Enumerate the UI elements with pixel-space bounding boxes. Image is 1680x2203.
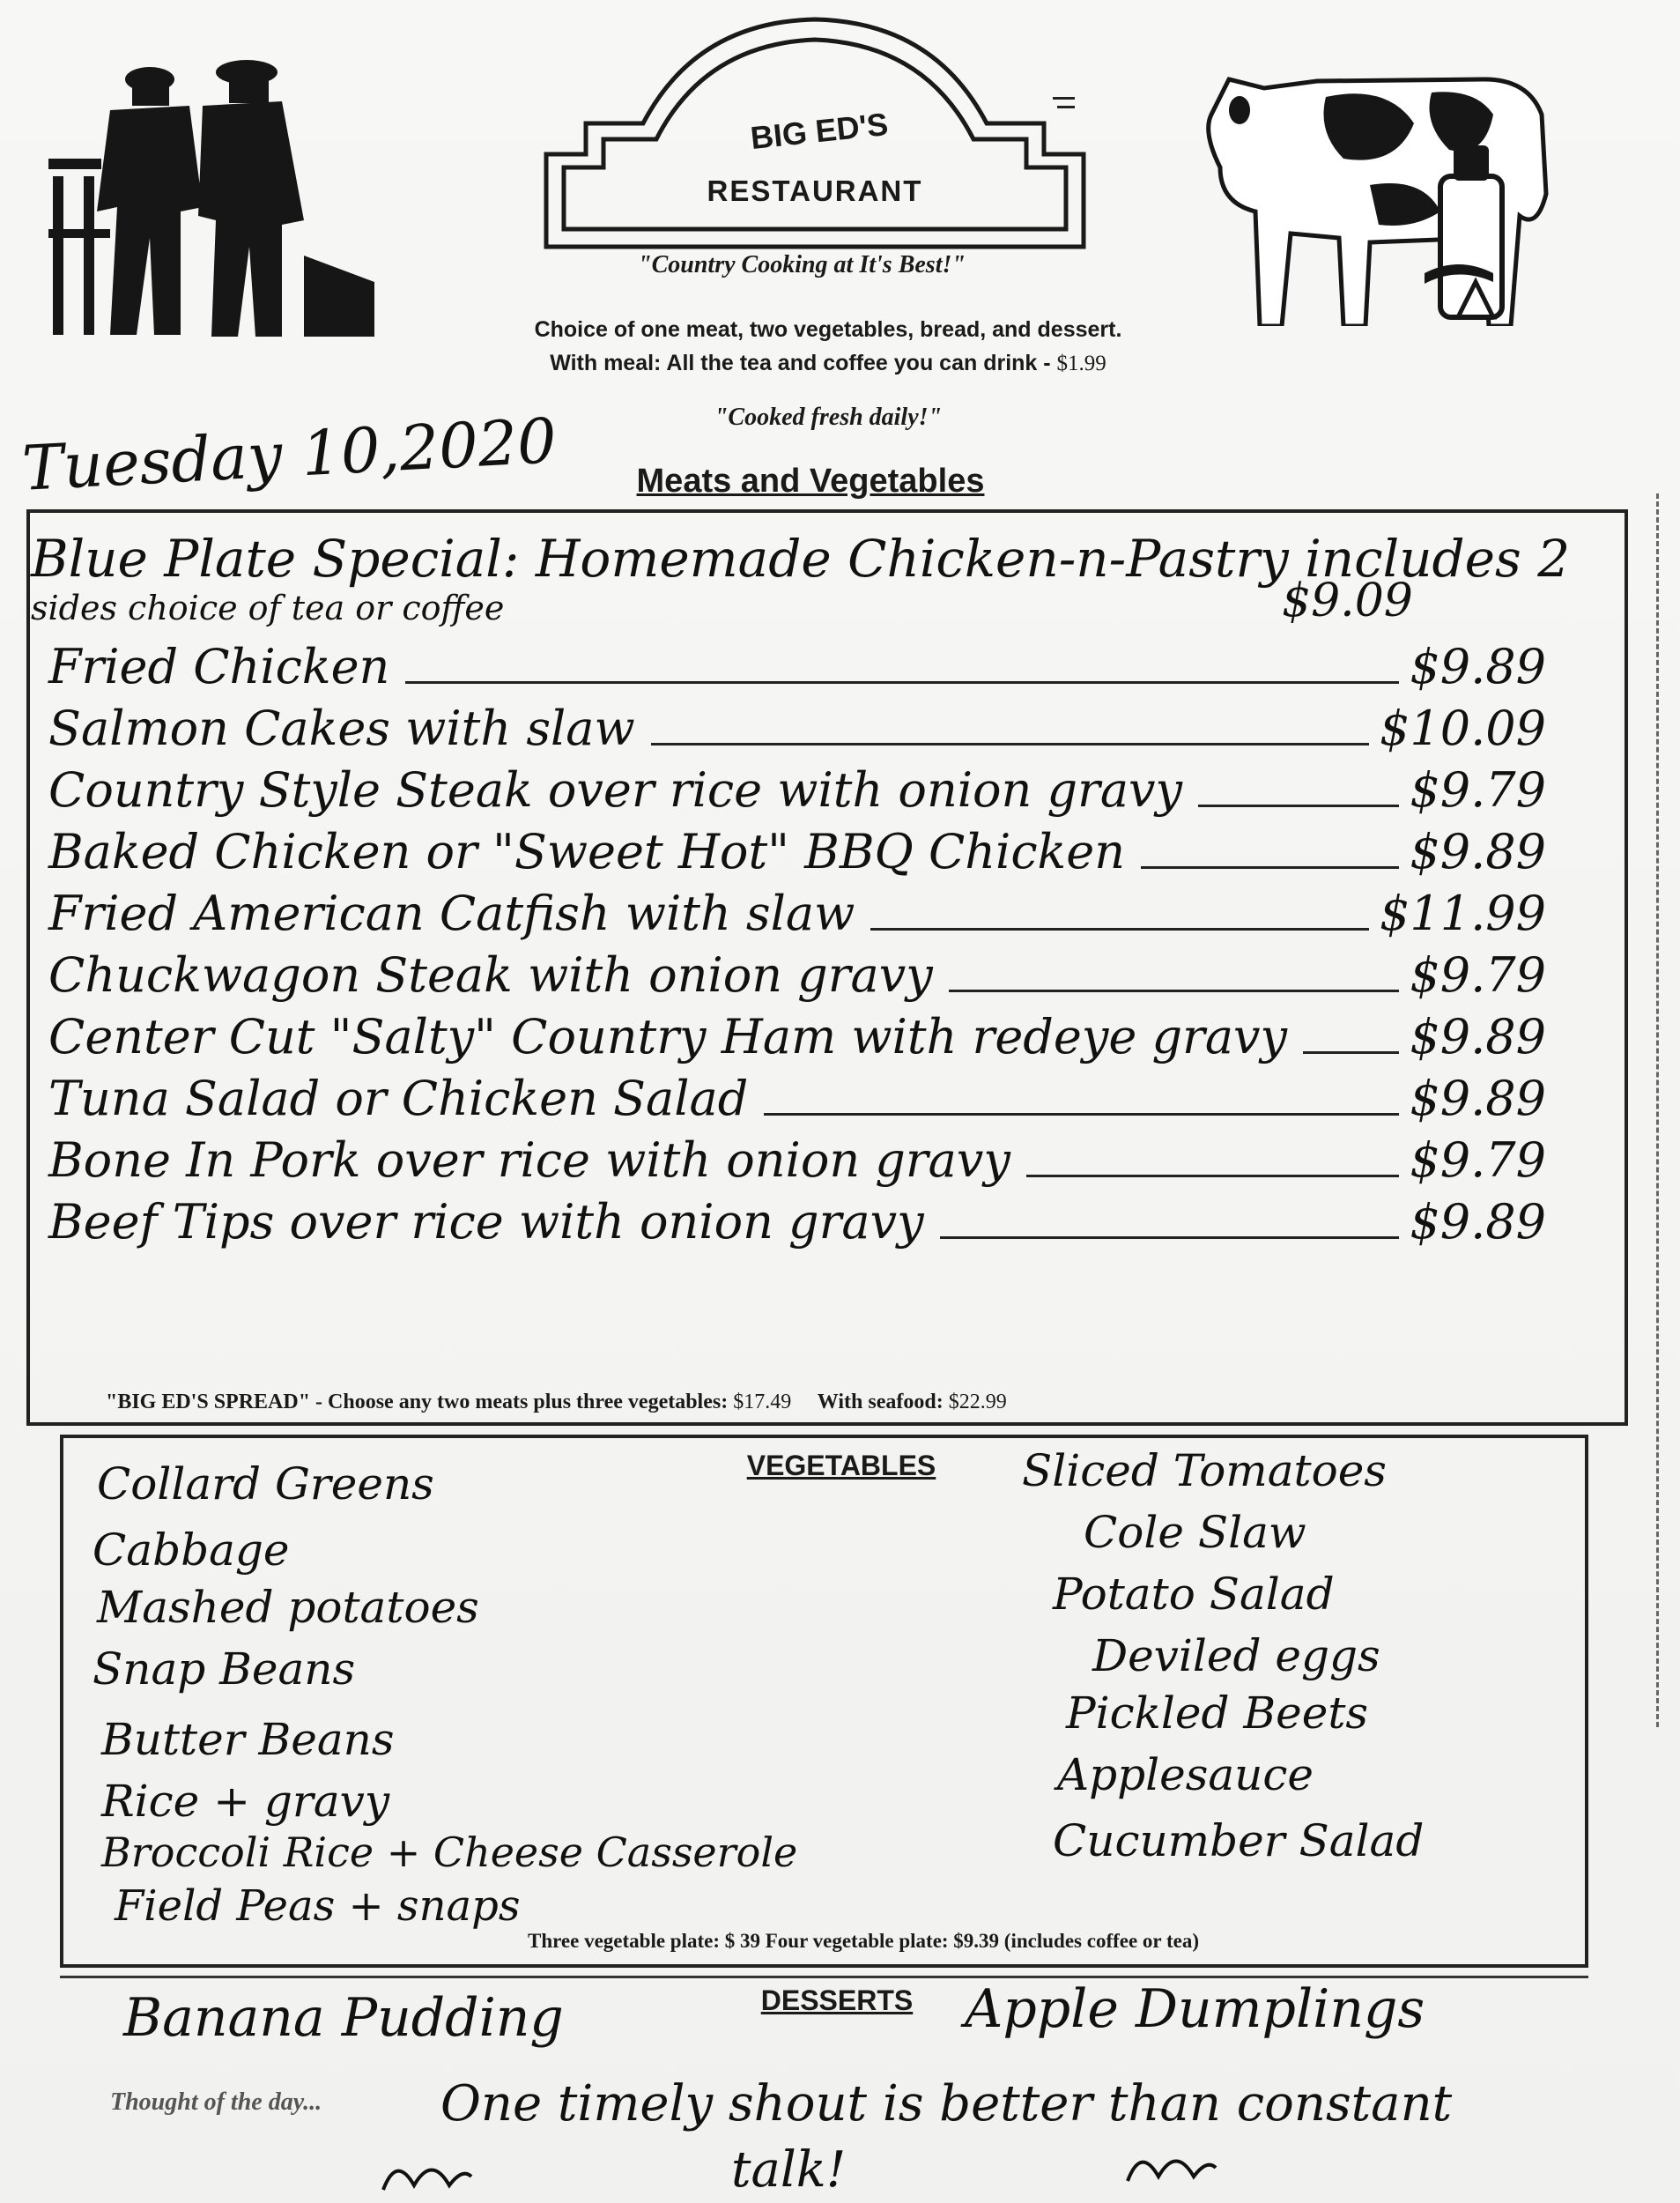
meat-price: $9.89 [1410,1071,1546,1126]
meat-name: Bone In Pork over rice with onion gravy [48,1132,1010,1188]
restaurant-tagline: "Country Cooking at It's Best!" [638,251,966,278]
drink-text: With meal: All the tea and coffee you can drink - [550,351,1051,375]
meat-item [48,941,1546,1003]
meat-name: Tuna Salad or Chicken Salad [48,1071,749,1126]
seafood-label: With seafood: [817,1391,944,1413]
spread-label: "BIG ED'S SPREAD" - Choose any two meats plus three vegetables: [106,1391,729,1413]
thought-line-1: One timely shout is better than constant [440,2075,1453,2133]
meat-price: $9.89 [1410,824,1546,879]
thought-line-2: talk! [731,2141,847,2199]
vegetable-item: Broccoli Rice + Cheese Casserole [101,1828,798,1876]
meat-item [48,818,1546,879]
meat-price: $11.99 [1380,886,1546,941]
meat-name: Fried Chicken [48,639,390,694]
meat-name: Salmon Cakes with slaw [48,701,635,756]
special-line-2: sides choice of tea or coffee [31,589,505,627]
vegetables-title: VEGETABLES [746,1450,936,1481]
restaurant-name-top: BIG ED'S [748,105,890,157]
meat-price: $9.89 [1410,1009,1546,1064]
meat-item [48,694,1546,756]
vegetable-item: Mashed potatoes [97,1582,479,1633]
meat-price: $9.79 [1410,762,1546,818]
cow-illustration-icon [1194,62,1573,326]
section-title-meats: Meats and Vegetables [636,463,985,500]
meat-item [48,1064,1546,1126]
meal-description: Choice of one meat, two vegetables, bread, and dessert. [534,317,1122,342]
handwritten-date: Tuesday 10,2020 [20,404,559,505]
restaurant-name-bottom: RESTAURANT [707,174,923,207]
vegetable-item: Pickled Beets [1066,1687,1369,1739]
drink-price: $1.99 [1056,352,1106,375]
meat-price: $9.89 [1410,639,1546,694]
meat-name: Chuckwagon Steak with onion gravy [48,947,933,1003]
vegetable-item: Field Peas + snaps [115,1881,521,1931]
meat-item [48,879,1546,941]
vegetable-item: Snap Beans [93,1643,356,1695]
meat-price: $9.89 [1410,1194,1546,1250]
vegetable-item: Cabbage [93,1524,290,1576]
big-eds-spread [106,1391,1550,1414]
meat-name: Fried American Catfish with slaw [48,886,855,941]
special-price: $9.09 [1282,575,1413,627]
meat-name: Center Cut "Salty" Country Ham with redeye gravy [48,1009,1288,1064]
vegetable-plates: Three vegetable plate: $ 39 Four vegetable plate: $9.39 (includes coffee or tea) [527,1930,1200,1952]
dessert-item: Apple Dumplings [965,1978,1425,2040]
meat-price: $9.79 [1410,1132,1546,1188]
vegetable-item: Collard Greens [97,1458,434,1509]
spread-price: $17.49 [733,1391,792,1413]
vegetable-item: Cole Slaw [1084,1507,1306,1558]
vegetable-item: Sliced Tomatoes [1022,1445,1387,1496]
vegetable-item: Butter Beans [101,1714,395,1765]
leader-line [1141,866,1399,869]
dessert-item: Banana Pudding [123,1987,564,2049]
meat-price: $9.79 [1410,947,1546,1003]
leader-line [1026,1175,1400,1177]
leader-line [764,1113,1399,1116]
seafood-price: $22.99 [948,1391,1007,1413]
thought-label: Thought of the day... [110,2088,322,2116]
leader-line [405,681,1399,684]
meat-name: Baked Chicken or "Sweet Hot" BBQ Chicken [48,824,1126,879]
special-line-1: Blue Plate Special: Homemade Chicken-n-Pastry includes 2 [31,529,1571,589]
vegetable-item: Deviled eggs [1092,1630,1380,1681]
meat-item [48,756,1546,818]
meat-name: Beef Tips over rice with onion gravy [48,1194,924,1250]
leader-line [870,928,1369,931]
drink-description [388,351,1269,376]
vegetable-item: Cucumber Salad [1053,1815,1425,1866]
meat-name: Country Style Steak over rice with onion gravy [48,762,1183,818]
farmers-silhouette-icon [48,53,383,344]
squiggle-icon [1123,2141,1220,2185]
desserts-title: DESSERTS [760,1984,914,2016]
vegetable-item: Rice + gravy [101,1776,390,1827]
squiggle-icon [379,2150,476,2194]
leader-line [1198,805,1399,807]
leader-line [1303,1051,1399,1054]
leader-line [949,990,1400,992]
vegetable-item: Potato Salad [1053,1569,1335,1620]
vegetable-item: Applesauce [1057,1749,1314,1800]
cooked-fresh-line: "Cooked fresh daily!" [714,404,943,431]
page-edge-marks [1656,493,1668,1727]
meat-item [48,1188,1546,1250]
leader-line [940,1236,1400,1239]
meat-item [48,1126,1546,1188]
meat-item [48,1003,1546,1064]
meat-item [48,633,1546,694]
leader-line [651,743,1369,745]
meat-price: $10.09 [1380,701,1546,756]
